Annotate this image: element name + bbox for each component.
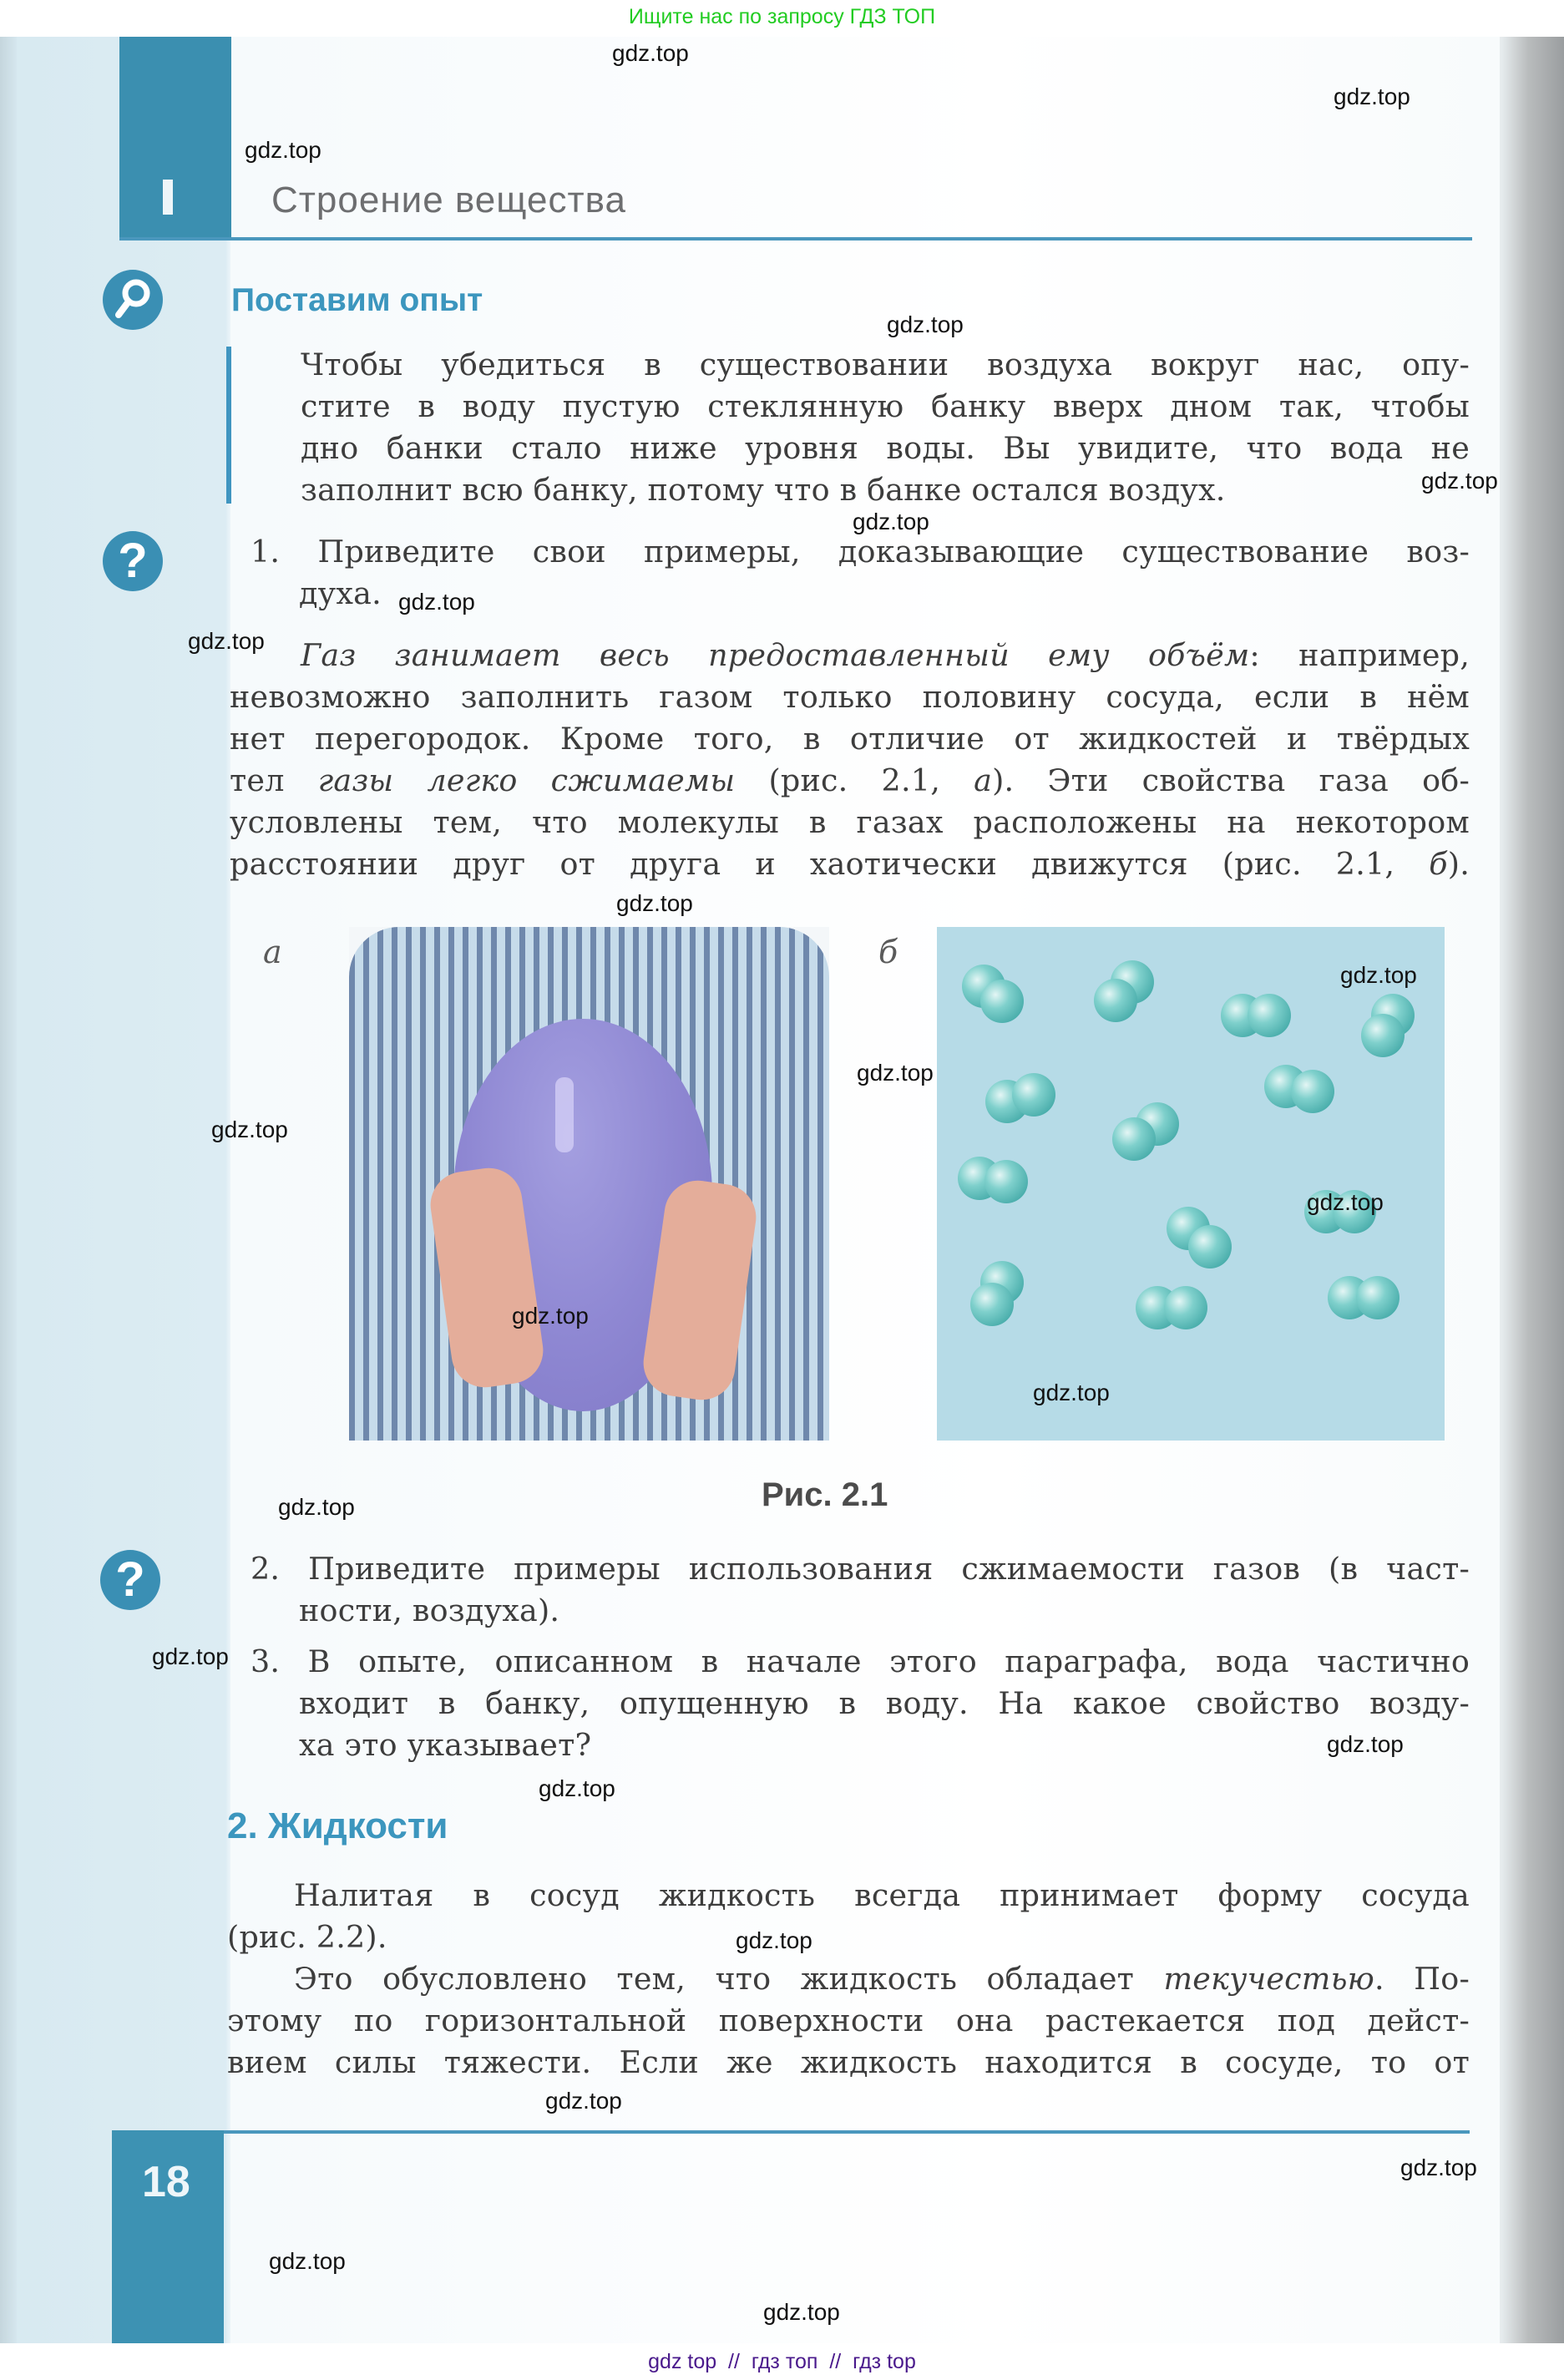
watermark: gdz.top xyxy=(245,137,321,163)
chapter-title: Строение вещества xyxy=(271,180,626,220)
watermark: gdz.top xyxy=(1033,1380,1110,1405)
watermark: gdz.top xyxy=(1327,1731,1404,1757)
bottom-banner-text: gdz top // гдз топ // гдз top xyxy=(648,2350,916,2373)
question-icon: ? xyxy=(100,1550,160,1610)
molecule xyxy=(970,1261,1037,1311)
experiment-rule xyxy=(226,347,231,504)
page-number: 18 xyxy=(142,2158,190,2206)
watermark: gdz.top xyxy=(269,2248,346,2274)
watermark: gdz.top xyxy=(1400,2155,1477,2180)
watermark: gdz.top xyxy=(211,1117,288,1142)
molecule xyxy=(962,965,1029,1015)
molecule xyxy=(1112,1102,1179,1152)
experiment-heading: Поставим опыт xyxy=(231,282,483,318)
watermark: gdz.top xyxy=(1421,468,1498,494)
molecule xyxy=(985,1073,1052,1123)
liquids-paragraph-1: Налитая в сосуд жидкость всегда принимает форму сосуда (рис. 2.2). xyxy=(227,1877,1470,1955)
section-heading-liquids: 2. Жидкости xyxy=(227,1805,448,1846)
watermark: gdz.top xyxy=(539,1775,615,1801)
watermark: gdz.top xyxy=(398,589,475,615)
watermark: gdz.top xyxy=(152,1643,229,1669)
question-number: 2. xyxy=(251,1551,281,1587)
molecule xyxy=(1328,1276,1394,1326)
book-left-edge xyxy=(0,37,17,2343)
figure-label-a: а xyxy=(263,934,282,970)
balloon-highlight xyxy=(555,1077,574,1152)
watermark: gdz.top xyxy=(857,1060,934,1086)
question-2: 2. Приведите примеры использования сжимаемости газов (в част- ности, воздуха). xyxy=(251,1551,1470,1628)
top-banner-text: Ищите нас по запросу ГДЗ ТОП xyxy=(628,5,936,28)
watermark: gdz.top xyxy=(1340,962,1417,988)
watermark: gdz.top xyxy=(188,628,265,654)
liquids-paragraph-2: Это обусловлено тем, что жидкость обладает текучестью. По- этому по горизонтальной поверхности она растекается под дейст- вием силы тяжести. Если же жидкость находится в сосуде, то от xyxy=(227,1961,1470,2080)
bottom-banner xyxy=(0,2343,1564,2380)
watermark: gdz.top xyxy=(616,890,693,916)
experiment-text: Чтобы убедиться в существовании воздуха вокруг нас, опу- стите в воду пустую стеклянную банку вверх дном так, чтобы дно банки стало ниже уровня воды. Вы увидите, что вода не заполнит всю банку, потому что в банке остался воздух. xyxy=(301,347,1470,508)
molecule xyxy=(1221,994,1288,1044)
molecule xyxy=(1167,1207,1233,1257)
molecule xyxy=(1264,1065,1331,1115)
gas-molecules-diagram xyxy=(937,927,1445,1441)
gas-paragraph: Газ занимает весь предоставленный ему объём: например, невозможно заполнить газом только половину сосуда, если в нём нет перегородок. Кроме того, в отличие от жидкостей и твёрдых тел газы легко сжимаемы (рис. 2.1, а). Эти свойства газа об- условлены тем, что молекулы в газах расположены на некотором расстоянии друг от друга и хаотически движутся (рис. 2.1, б). xyxy=(230,637,1470,882)
chapter-tab xyxy=(119,37,231,237)
figure-label-b: б xyxy=(878,934,898,970)
question-number: 3. xyxy=(251,1643,281,1679)
header-rule xyxy=(119,237,1472,241)
watermark: gdz.top xyxy=(763,2299,840,2325)
footer-rule xyxy=(112,2130,1470,2134)
figure-caption: Рис. 2.1 xyxy=(762,1476,888,1513)
watermark: gdz.top xyxy=(1334,84,1410,109)
watermark: gdz.top xyxy=(736,1927,812,1953)
question-3: 3. В опыте, описанном в начале этого параграфа, вода частично входит в банку, опущенную в воду. На какое свойство возду- ха это указывает? xyxy=(251,1643,1470,1763)
chapter-numeral-I xyxy=(163,180,173,215)
molecule xyxy=(958,1157,1025,1207)
magnifier-icon xyxy=(103,270,163,330)
watermark: gdz.top xyxy=(278,1494,355,1520)
top-banner xyxy=(0,0,1564,37)
question-1: 1. Приведите свои примеры, доказывающие существование воз- духа. xyxy=(251,534,1470,611)
watermark: gdz.top xyxy=(545,2088,622,2114)
watermark: gdz.top xyxy=(1307,1189,1384,1215)
molecule xyxy=(1354,994,1421,1044)
watermark: gdz.top xyxy=(612,40,689,66)
molecule xyxy=(1087,960,1154,1010)
question-icon: ? xyxy=(103,531,163,591)
watermark: gdz.top xyxy=(887,311,964,337)
watermark: gdz.top xyxy=(512,1303,589,1329)
question-number: 1. xyxy=(251,534,281,570)
molecule xyxy=(1136,1286,1202,1336)
balloon-photo xyxy=(349,927,829,1441)
watermark: gdz.top xyxy=(853,509,929,534)
